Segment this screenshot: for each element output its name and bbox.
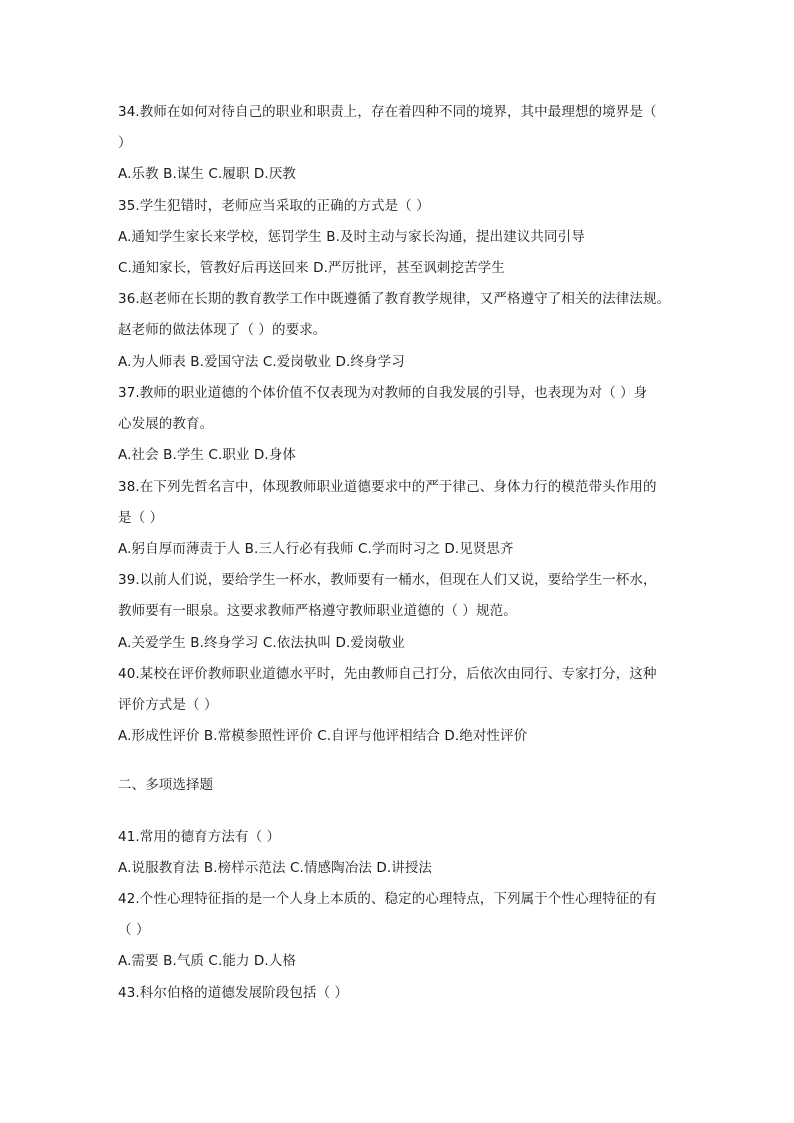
question-42-options: A.需要 B.气质 C.能力 D.人格 [118, 953, 297, 969]
question-42-stem: 42.个性心理特征指的是一个人身上本质的、稳定的心理特点，下列属于个性心理特征的有 [118, 891, 657, 907]
question-35-options-ab: A.通知学生家长来学校，惩罚学生 B.及时主动与家长沟通，提出建议共同引导 [118, 229, 585, 245]
question-41-stem: 41.常用的德育方法有（ ） [118, 829, 281, 845]
question-39-stem-cont: 教师要有一眼泉。这要求教师严格遵守教师职业道德的（ ）规范。 [118, 603, 517, 619]
question-37-stem: 37.教师的职业道德的个体价值不仅表现为对教师的自我发展的引导，也表现为对（ ）身 [118, 385, 648, 401]
question-39-options: A.关爱学生 B.终身学习 C.依法执叫 D.爱岗敬业 [118, 635, 405, 651]
question-34-options: A.乐教 B.谋生 C.履职 D.厌教 [118, 166, 297, 182]
question-38-stem-cont: 是（ ） [118, 510, 164, 526]
question-37-options: A.社会 B.学生 C.职业 D.身体 [118, 447, 297, 463]
question-40-stem: 40.某校在评价教师职业道德水平时，先由教师自己打分，后依次由同行、专家打分，这种 [118, 666, 657, 682]
question-37-stem-cont: 心发展的教育。 [118, 416, 214, 432]
question-34-stem-cont: ） [118, 135, 132, 151]
question-39-stem: 39.以前人们说，要给学生一杯水，教师要有一桶水，但现在人们又说，要给学生一杯水， [118, 572, 657, 588]
question-43-stem: 43.科尔伯格的道德发展阶段包括（ ） [118, 985, 349, 1001]
question-35-options-cd: C.通知家长，管教好后再送回来 D.严厉批评，甚至讽刺挖苦学生 [118, 260, 505, 276]
question-36-stem-cont: 赵老师的做法体现了（ ）的要求。 [118, 322, 327, 338]
question-42-stem-cont: （ ） [118, 922, 150, 938]
question-38-stem: 38.在下列先哲名言中，体现教师职业道德要求中的严于律己、身体力行的模范带头作用的 [118, 479, 657, 495]
question-34-stem: 34.教师在如何对待自己的职业和职责上，存在着四种不同的境界，其中最理想的境界是（ [118, 104, 657, 120]
section-heading: 二、多项选择题 [118, 777, 214, 793]
question-38-options: A.躬自厚而薄责于人 B.三人行必有我师 C.学而时习之 D.见贤思齐 [118, 541, 514, 557]
question-36-options: A.为人师表 B.爱国守法 C.爱岗敬业 D.终身学习 [118, 354, 405, 370]
question-40-stem-cont: 评价方式是（ ） [118, 697, 218, 713]
question-35-stem: 35.学生犯错时，老师应当采取的正确的方式是（ ） [118, 198, 430, 214]
question-40-options: A.形成性评价 B.常模参照性评价 C.自评与他评相结合 D.绝对性评价 [118, 728, 528, 744]
question-41-options: A.说服教育法 B.榜样示范法 C.情感陶冶法 D.讲授法 [118, 860, 433, 876]
question-36-stem: 36.赵老师在长期的教育教学工作中既遵循了教育教学规律，又严格遵守了相关的法律法规。 [118, 291, 671, 307]
